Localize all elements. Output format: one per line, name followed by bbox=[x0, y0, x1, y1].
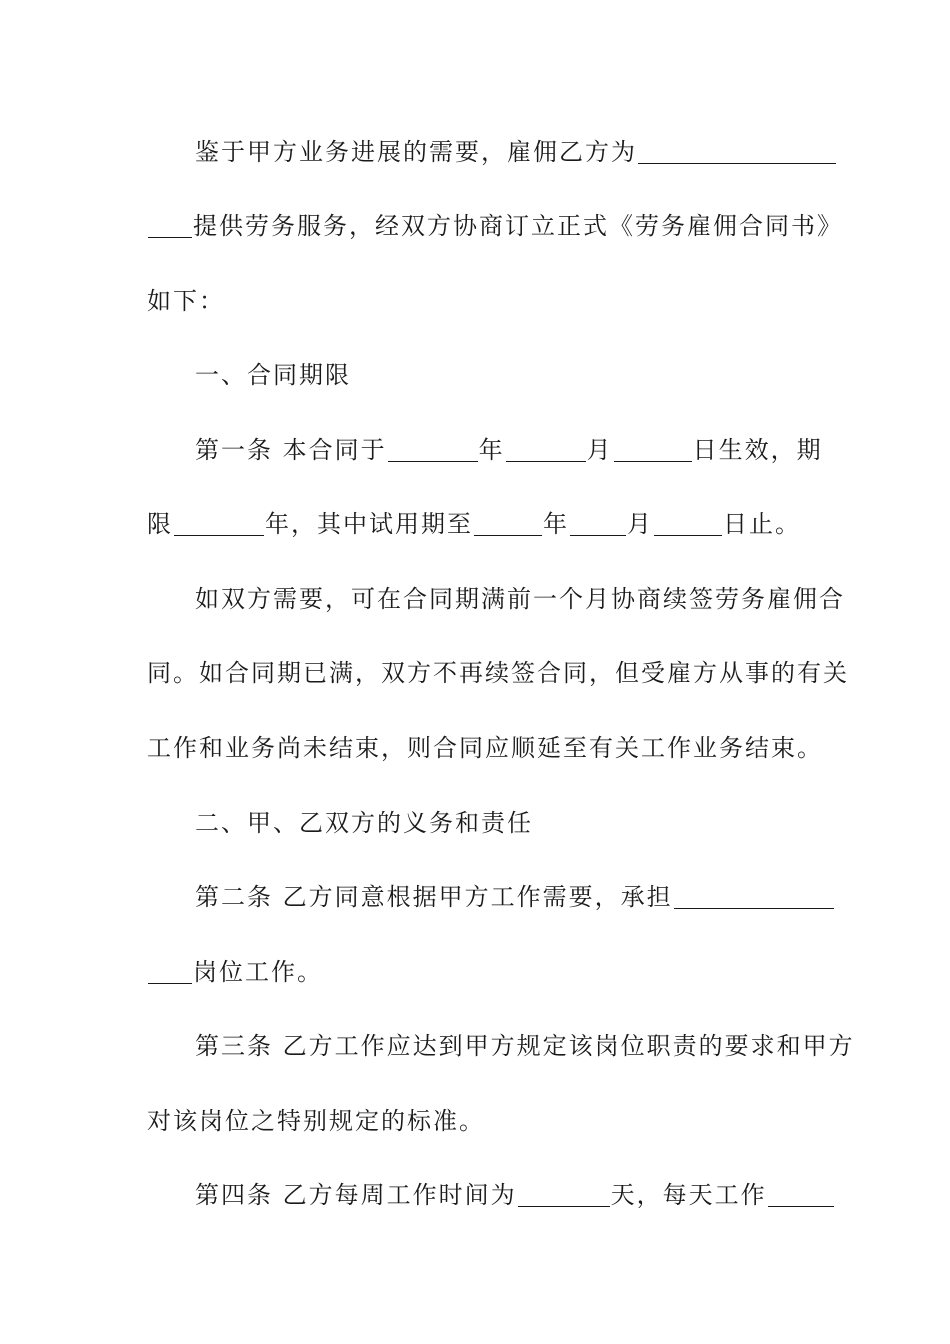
fill-blank-month bbox=[506, 435, 586, 462]
text-line-13 bbox=[195, 1026, 855, 1066]
line-5-text-c: 月 bbox=[586, 436, 613, 464]
section-heading-2 bbox=[195, 803, 807, 843]
section-2-title: 二、甲、乙双方的义务和责任 bbox=[195, 809, 533, 837]
line-5-text-d: 日生效，期 bbox=[692, 436, 823, 464]
line-6-text-e: 日止。 bbox=[723, 510, 801, 538]
text-line-9 bbox=[147, 728, 823, 768]
line-6-text-d: 月 bbox=[627, 510, 653, 538]
text-line-7 bbox=[195, 579, 845, 619]
line-7-text: 如双方需要，可在合同期满前一个月协商续签劳务雇佣合 bbox=[195, 585, 845, 613]
text-line-2 bbox=[147, 206, 843, 246]
line-5-text-a: 第一条 本合同于 bbox=[195, 436, 387, 464]
line-15-text-a: 第四条 乙方每周工作时间为 bbox=[195, 1181, 517, 1209]
text-line-1 bbox=[195, 132, 807, 172]
fill-blank-days bbox=[518, 1180, 610, 1207]
line-2-text: 提供劳务服务，经双方协商订立正式《劳务雇佣合同书》 bbox=[193, 212, 843, 240]
line-5-text-b: 年 bbox=[478, 436, 505, 464]
fill-blank bbox=[148, 211, 192, 238]
section-1-title: 一、合同期限 bbox=[195, 361, 351, 389]
line-6-text-c: 年 bbox=[543, 510, 569, 538]
text-line-11 bbox=[195, 877, 807, 917]
text-line-5 bbox=[195, 430, 823, 470]
section-heading-1 bbox=[195, 355, 807, 395]
line-6-text-a: 限 bbox=[147, 510, 173, 538]
fill-blank-year bbox=[474, 509, 542, 536]
text-line-15 bbox=[195, 1175, 807, 1215]
line-13-text: 第三条 乙方工作应达到甲方规定该岗位职责的要求和甲方 bbox=[195, 1032, 855, 1060]
line-9-text: 工作和业务尚未结束，则合同应顺延至有关工作业务结束。 bbox=[147, 734, 823, 762]
fill-blank-month bbox=[570, 509, 626, 536]
line-6-text-b: 年，其中试用期至 bbox=[265, 510, 473, 538]
text-line-3 bbox=[147, 281, 807, 321]
text-line-8 bbox=[147, 653, 849, 693]
line-3-text: 如下： bbox=[147, 287, 225, 315]
fill-blank-year bbox=[388, 435, 478, 462]
fill-blank bbox=[148, 957, 192, 984]
line-12-text: 岗位工作。 bbox=[193, 958, 323, 986]
fill-blank bbox=[638, 137, 836, 164]
fill-blank-years bbox=[174, 509, 264, 536]
line-14-text: 对该岗位之特别规定的标准。 bbox=[147, 1107, 485, 1135]
fill-blank-day bbox=[614, 435, 692, 462]
line-1-text: 鉴于甲方业务进展的需要，雇佣乙方为 bbox=[195, 138, 637, 166]
line-11-text: 第二条 乙方同意根据甲方工作需要，承担 bbox=[195, 883, 673, 911]
fill-blank-position bbox=[674, 882, 834, 909]
fill-blank-day bbox=[654, 509, 722, 536]
text-line-12 bbox=[147, 952, 807, 992]
line-15-text-b: 天，每天工作 bbox=[610, 1181, 767, 1209]
text-line-14 bbox=[147, 1101, 807, 1141]
line-8-text: 同。如合同期已满，双方不再续签合同，但受雇方从事的有关 bbox=[147, 659, 849, 687]
text-line-6 bbox=[147, 504, 807, 544]
fill-blank-hours bbox=[768, 1180, 834, 1207]
